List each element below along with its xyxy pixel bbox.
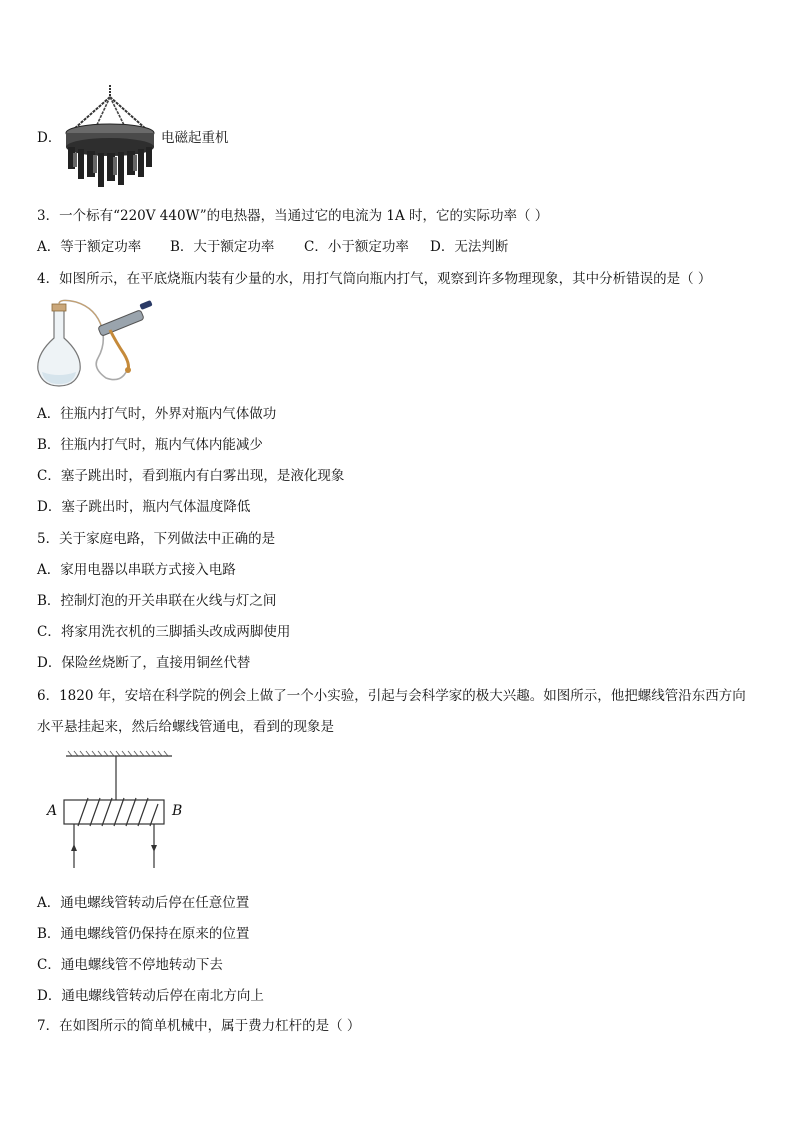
q3-option-a: A．等于额定功率 — [37, 239, 142, 255]
q4-stem: 4．如图所示，在平底烧瓶内装有少量的水，用打气筒向瓶内打气，观察到许多物理现象，其中分析错误的是（ ） — [37, 271, 712, 287]
electromagnet-crane-image — [60, 83, 160, 191]
q5-stem: 5．关于家庭电路，下列做法中正确的是 — [37, 531, 276, 547]
q4-option-d: D．塞子跳出时，瓶内气体温度降低 — [37, 499, 251, 515]
q5-option-b: B．控制灯泡的开关串联在火线与灯之间 — [37, 593, 277, 609]
q3-stem: 3．一个标有“220V 440W”的电热器，当通过它的电流为 1A 时，它的实际功率（ ） — [37, 208, 549, 224]
solenoid-label-b: B — [172, 803, 183, 819]
q6-stem-line1: 6．1820 年，安培在科学院的例会上做了一个小实验，引起与会科学家的极大兴趣。如图所示，他把螺线管沿东西方向 — [37, 688, 746, 704]
q2-option-d-text: 电磁起重机 — [161, 130, 229, 146]
q6-option-c: C．通电螺线管不停地转动下去 — [37, 957, 223, 973]
q6-option-d: D．通电螺线管转动后停在南北方向上 — [37, 988, 264, 1004]
q3-option-b: B．大于额定功率 — [170, 239, 275, 255]
q6-stem-line2: 水平悬挂起来，然后给螺线管通电，看到的现象是 — [37, 719, 334, 735]
q5-option-a: A．家用电器以串联方式接入电路 — [37, 562, 236, 578]
q6-option-b: B．通电螺线管仍保持在原来的位置 — [37, 926, 250, 942]
q7-stem: 7．在如图所示的简单机械中，属于费力杠杆的是（ ） — [37, 1018, 361, 1034]
q2-option-d-letter: D． — [37, 130, 62, 146]
q3-option-c: C．小于额定功率 — [304, 239, 409, 255]
q3-options — [37, 238, 508, 256]
q3-option-d: D．无法判断 — [430, 239, 509, 255]
q4-option-c: C．塞子跳出时，看到瓶内有白雾出现，是液化现象 — [37, 468, 345, 484]
solenoid-diagram — [40, 748, 200, 874]
q6-option-a: A．通电螺线管转动后停在任意位置 — [37, 895, 250, 911]
q5-option-d: D．保险丝烧断了，直接用铜丝代替 — [37, 655, 251, 671]
solenoid-label-a: A — [47, 803, 58, 819]
flask-pump-image — [36, 298, 156, 390]
q5-option-c: C．将家用洗衣机的三脚插头改成两脚使用 — [37, 624, 291, 640]
q4-option-a: A．往瓶内打气时，外界对瓶内气体做功 — [37, 406, 277, 422]
q4-option-b: B．往瓶内打气时，瓶内气体内能减少 — [37, 437, 263, 453]
